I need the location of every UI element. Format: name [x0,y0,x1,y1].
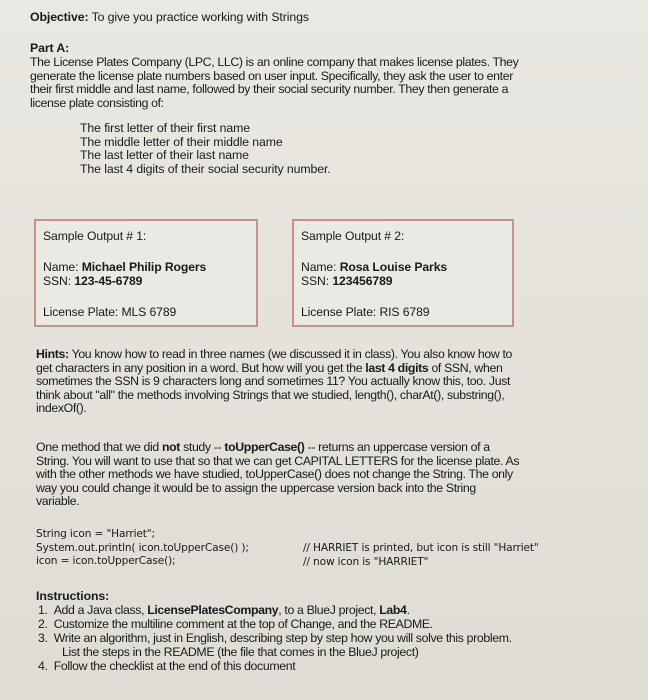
paragraph-line: generate the license plate numbers based on user input. Specifically, they ask the user to enter [30,68,513,83]
list-item-continuation: List the steps in the README (the file that comes in the BlueJ project) [62,645,419,659]
plate-rule-item: The last 4 digits of their social security number. [80,161,331,176]
list-item [38,618,433,632]
hints-line: indexOf(). [36,401,87,416]
objective-label: Objective: [30,10,89,24]
method-bold: not [161,440,181,454]
method-bold: toUpperCase() [224,440,305,454]
code-left [36,528,249,569]
list-number: 4. [38,659,48,673]
code-line: String icon = "Harriet"; [36,528,155,540]
objective-line [30,11,309,25]
list-bold: LicensePlatesCompany [147,603,279,617]
method-line: String. You will want to use that so that we can get CAPITAL LETTERS for the license plate. As [36,453,520,468]
ssn-value: 123456789 [332,274,393,288]
method-line: with the other methods we have studied, toUpperCase() does not change the String. The only [36,467,513,482]
list-number: 1. [38,603,48,617]
hints-label: Hints: [36,347,69,361]
sample-title: Sample Output # 1: [43,229,147,243]
sample-plate-line: License Plate: RIS 6789 [301,305,430,319]
hints-paragraph [36,348,512,416]
ssn-value: 123-45-6789 [74,274,143,288]
code-comment-line: // HARRIET is printed, but icon is still "Harriet" [303,542,539,554]
method-text: One method that we did [36,440,162,454]
method-line: way you could change it would be to assign the uppercase version back into the String [36,480,476,495]
code-comments [303,542,539,569]
part-a-heading: Part A: [30,41,70,55]
method-text: study -- [180,440,225,454]
hints-line: think about "all" the methods involving Strings that we studied, length(), charAt(), substring(), [36,387,505,402]
method-text: -- returns an uppercase version of a [304,440,490,454]
sample-ssn-line [301,275,392,289]
plate-rule-item: The middle letter of their middle name [80,134,283,149]
list-number: 3. [38,631,48,645]
list-item [38,604,410,618]
list-bold: Lab4 [379,603,407,617]
hints-line: sometimes the SSN is 9 characters long and sometimes 11? You actually know this, too. Just [36,374,511,389]
code-comment-line: // now icon is "HARRIET" [303,555,429,568]
sample-name-line [43,261,206,275]
method-paragraph [36,441,519,509]
sample-output-box-1 [34,219,258,327]
name-label: Name: [301,260,340,274]
name-value: Rosa Louise Parks [339,260,448,274]
plate-rule-item: The last letter of their last name [80,148,249,163]
plate-rules-list [80,122,331,176]
list-text: Write an algorithm, just in English, describing step by step how you will solve this problem. [53,631,512,645]
list-text: Add a Java class, [53,603,148,617]
ssn-label: SSN: [301,274,333,288]
code-line: icon = icon.toUpperCase(); [36,555,176,568]
hints-bold: last 4 digits [365,360,429,375]
objective-text: To give you practice working with Strings [88,10,309,24]
ssn-label: SSN: [43,274,75,288]
sample-output-box-2 [292,219,514,327]
name-label: Name: [43,260,82,274]
list-text: Customize the multiline comment at the top of Change, and the README. [53,617,433,631]
sample-ssn-line [43,275,142,289]
paragraph-line: license plate consisting of: [30,95,164,110]
list-number: 2. [38,617,48,631]
name-value: Michael Philip Rogers [81,260,207,274]
hints-line [36,348,512,362]
paragraph-line: their first middle and last name, followed by their social security number. They then generate a [30,82,509,97]
list-text: Follow the checklist at the end of this document [53,659,296,673]
method-line [36,441,519,455]
paragraph-line: The License Plates Company (LPC, LLC) is an online company that makes license plates. They [30,55,519,69]
hints-text: of SSN, when [428,360,503,375]
hints-line [36,362,512,376]
plate-rule-item: The first letter of their first name [80,121,250,135]
list-item [38,632,512,646]
sample-name-line [301,261,447,275]
part-a-paragraph [30,56,518,110]
sample-plate-line: License Plate: MLS 6789 [43,305,177,319]
list-text: . [406,603,410,617]
instructions-heading: Instructions: [36,589,110,603]
code-line: System.out.println( icon.toUpperCase() ); [36,541,249,554]
list-text: , to a BlueJ project, [278,603,380,617]
hints-text: get characters in any position in a word. But how will you get the [36,360,366,375]
method-line: variable. [36,494,80,509]
hints-text: You know how to read in three names (we discussed it in class). You also know how to [68,347,513,361]
sample-title: Sample Output # 2: [301,229,405,243]
list-item [38,660,295,674]
